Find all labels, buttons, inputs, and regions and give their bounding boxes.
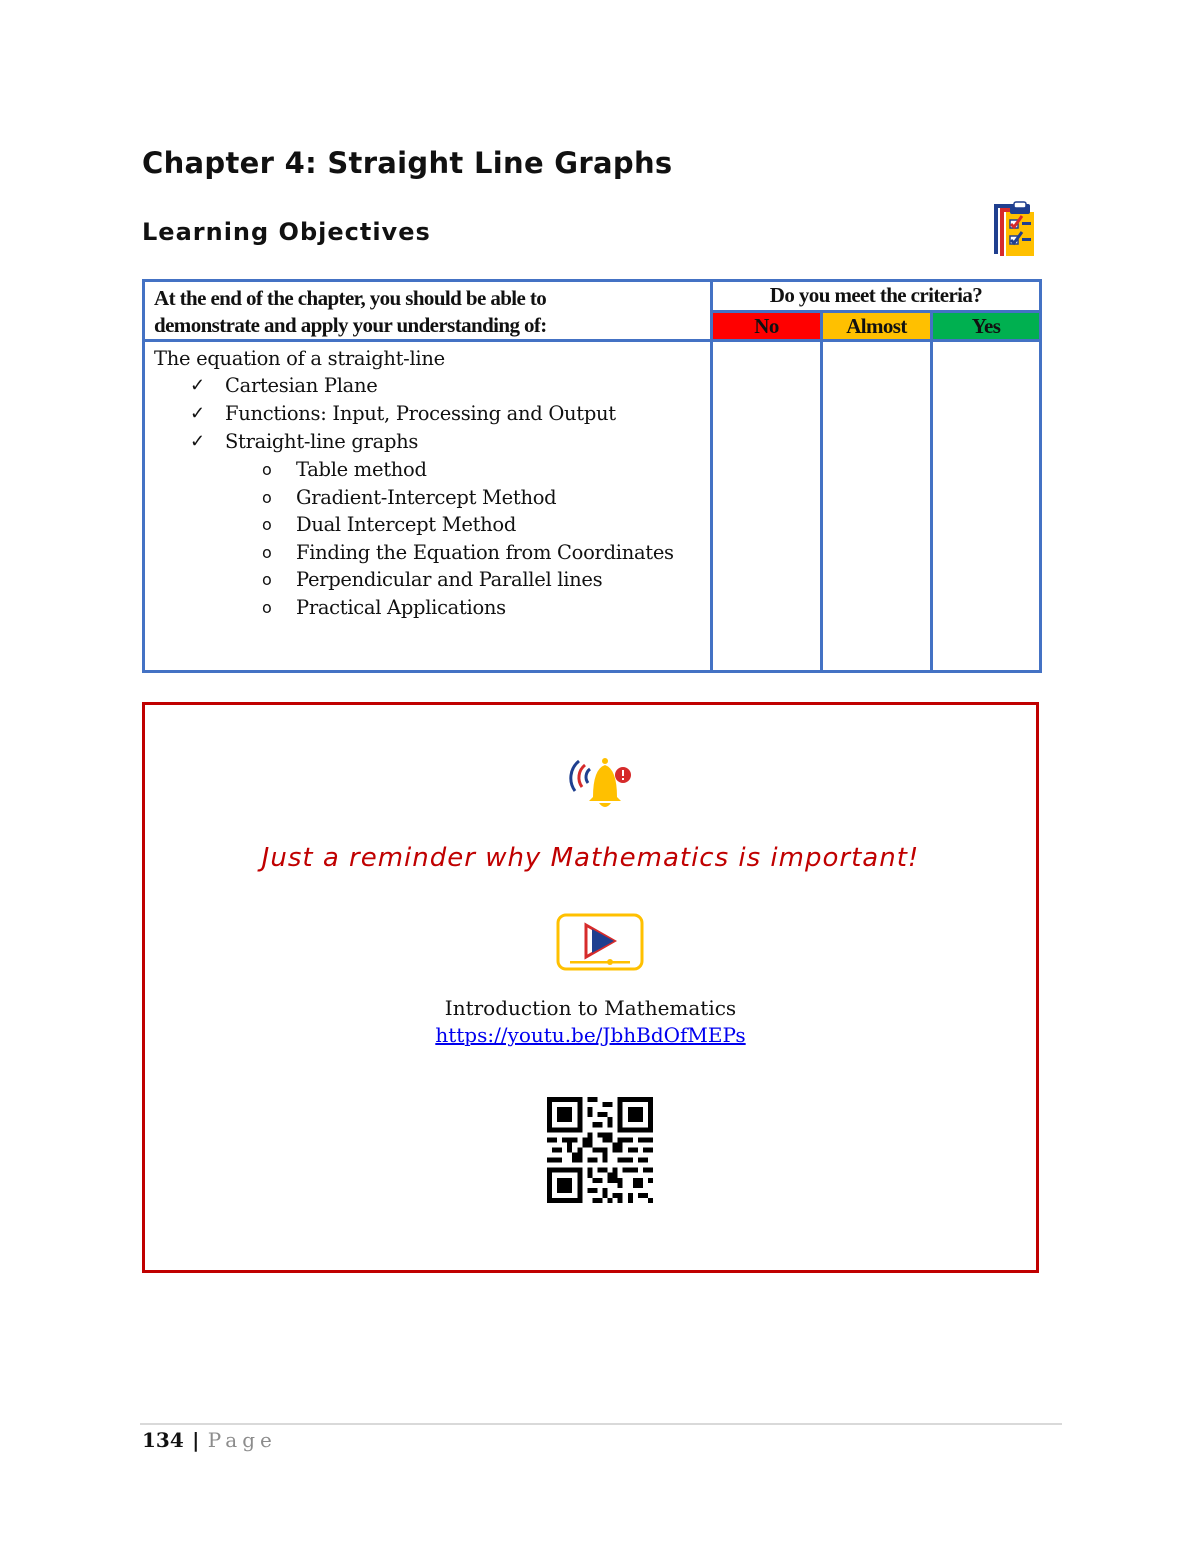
objective-level2-list <box>154 456 710 621</box>
page-label: Page <box>207 1428 277 1452</box>
checkmark-icon: ✓ <box>190 431 205 452</box>
page-footer <box>142 1428 277 1452</box>
page-separator: | <box>192 1428 200 1452</box>
criteria-almost-cell[interactable] <box>822 341 932 672</box>
video-link[interactable]: https://youtu.be/JbhBdOfMEPs <box>435 1023 746 1047</box>
criteria-no: No <box>712 311 822 341</box>
list-item: ✓ Straight-line graphs <box>154 428 710 456</box>
criteria-almost: Almost <box>822 311 932 341</box>
learning-objectives-heading: Learning Objectives <box>142 218 431 246</box>
list-item: ✓ Cartesian Plane <box>154 372 710 400</box>
list-item: o Table method <box>154 456 710 484</box>
video-play-icon[interactable] <box>556 913 644 971</box>
criteria-yes-cell[interactable] <box>932 341 1041 672</box>
circle-bullet-icon: o <box>262 460 272 479</box>
circle-bullet-icon: o <box>262 542 272 562</box>
checklist-icon <box>990 200 1038 260</box>
list-item: ✓ Functions: Input, Processing and Output <box>154 400 710 428</box>
criteria-yes: Yes <box>932 311 1041 341</box>
objectives-table <box>142 279 1042 673</box>
objective-level1-list <box>154 372 710 456</box>
list-item: o Dual Intercept Method <box>154 511 710 539</box>
circle-bullet-icon: o <box>262 515 272 534</box>
list-item: o Finding the Equation from Coordinates <box>154 539 710 567</box>
criteria-header: Do you meet the criteria? <box>712 281 1041 312</box>
reminder-box <box>142 702 1039 1273</box>
circle-bullet-icon: o <box>262 597 272 617</box>
circle-bullet-icon: o <box>262 487 272 507</box>
objectives-table-header <box>144 281 712 341</box>
objectives-list-cell <box>144 341 712 672</box>
circle-bullet-icon: o <box>262 570 272 589</box>
bell-icon <box>565 755 635 813</box>
list-item: o Perpendicular and Parallel lines <box>154 566 710 594</box>
reminder-text: Just a reminder why Mathematics is important! <box>261 843 920 873</box>
checkmark-icon: ✓ <box>190 403 205 424</box>
list-item: o Practical Applications <box>154 594 710 622</box>
video-title: Introduction to Mathematics <box>444 996 737 1020</box>
criteria-no-cell[interactable] <box>712 341 822 672</box>
footer-rule <box>140 1423 1062 1425</box>
qr-code-icon[interactable] <box>547 1097 653 1203</box>
checkmark-icon: ✓ <box>190 375 205 396</box>
page-number: 134 <box>142 1428 184 1452</box>
chapter-title: Chapter 4: Straight Line Graphs <box>142 146 673 180</box>
header-line-2: demonstrate and apply your understanding of: <box>154 313 547 337</box>
objective-lead: The equation of a straight-line <box>154 347 445 370</box>
list-item: o Gradient-Intercept Method <box>154 484 710 512</box>
header-line-1: At the end of the chapter, you should be able to <box>154 286 547 310</box>
